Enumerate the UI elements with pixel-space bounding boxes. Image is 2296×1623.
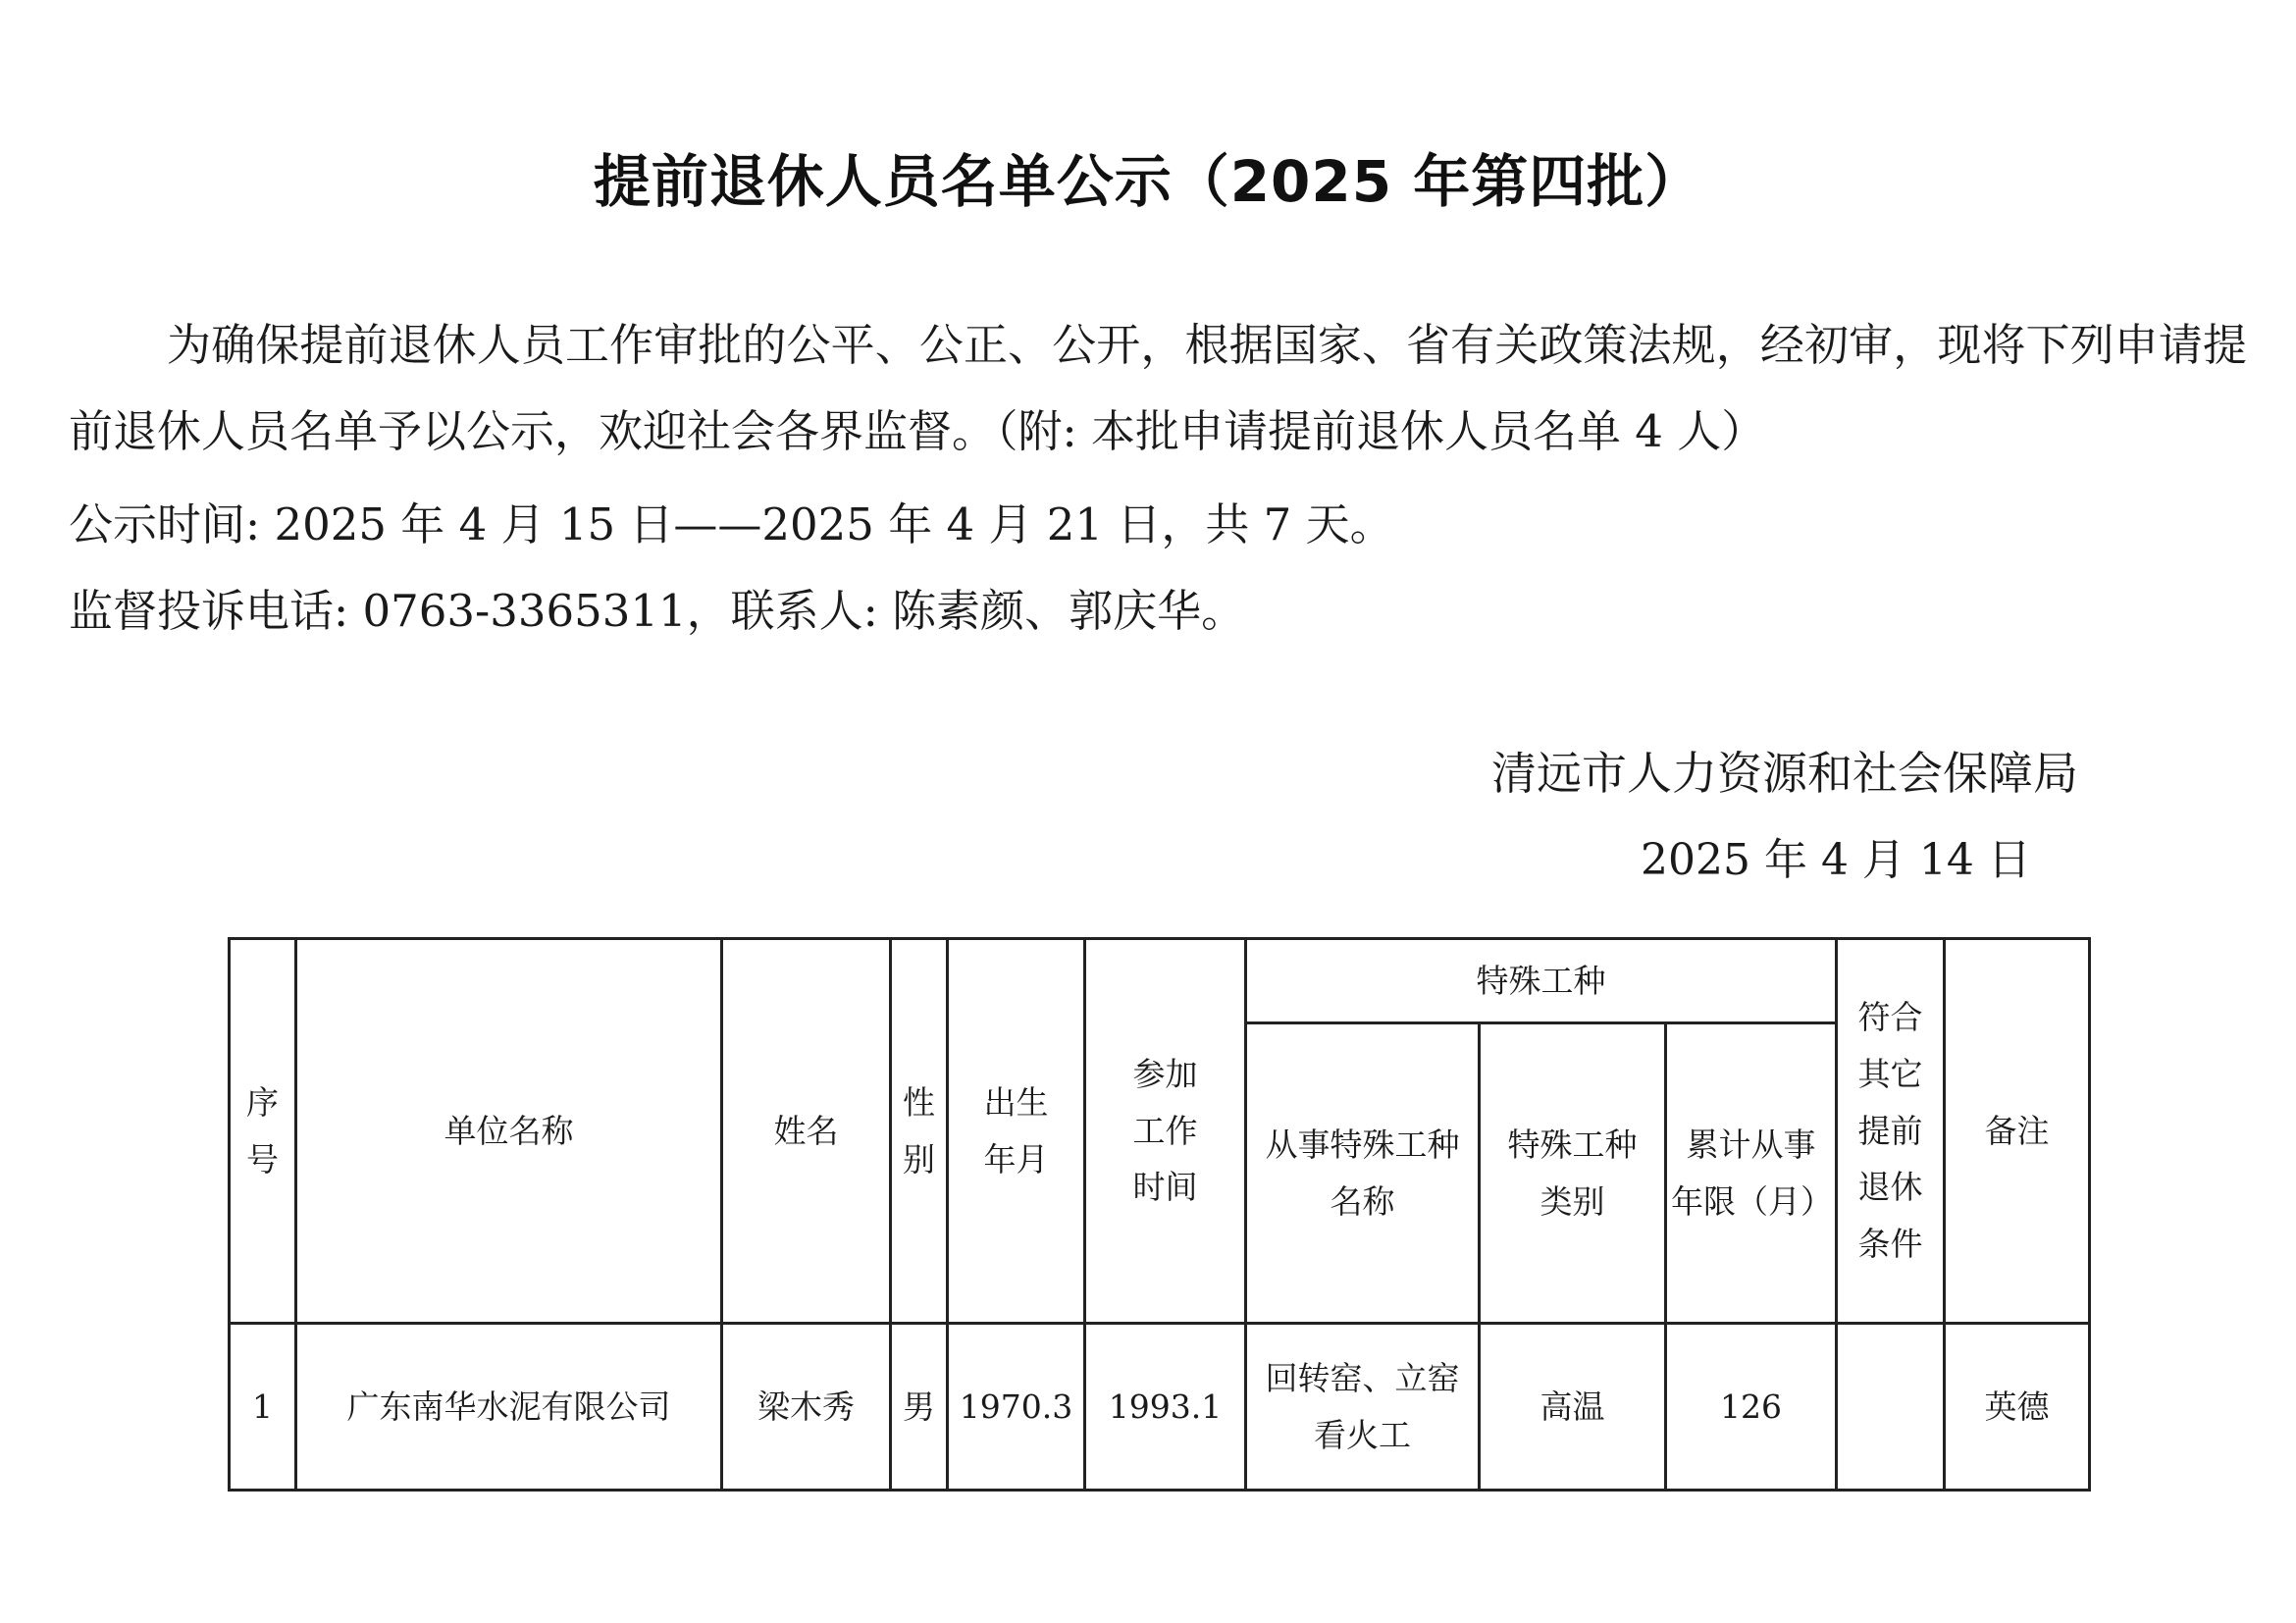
issuing-organization: 清远市人力资源和社会保障局	[1491, 747, 2078, 800]
header-unit: 单位名称	[296, 939, 722, 1324]
cell-work-start: 1993.1	[1085, 1324, 1246, 1491]
header-name: 姓名	[722, 939, 891, 1324]
header-birth: 出生 年月	[948, 939, 1085, 1324]
cell-special-name: 回转窑、立窑 看火工	[1246, 1324, 1480, 1491]
header-gender: 性 别	[891, 939, 948, 1324]
complaint-contact: 监督投诉电话: 0763-3365311，联系人: 陈素颜、郭庆华。	[69, 585, 1246, 637]
header-special-months: 累计从事 年限（月）	[1666, 1023, 1837, 1324]
cell-name: 梁木秀	[722, 1324, 891, 1491]
intro-paragraph: 为确保提前退休人员工作审批的公平、公正、公开，根据国家、省有关政策法规，经初审，现将下列申请提前退休人员名单予以公示，欢迎社会各界监督。（附: 本批申请提前退休人员名单 4 人）	[69, 319, 2247, 457]
header-special-group: 特殊工种	[1246, 939, 1837, 1023]
header-other-conditions: 符合 其它 提前 退休 条件	[1837, 939, 1945, 1324]
table-header-row	[230, 939, 2090, 1023]
page-title: 提前退休人员名单公示（2025 年第四批）	[593, 148, 1703, 215]
cell-unit: 广东南华水泥有限公司	[296, 1324, 722, 1491]
issue-date: 2025 年 4 月 14 日	[1641, 835, 2031, 885]
header-special-name: 从事特殊工种 名称	[1246, 1023, 1480, 1324]
header-special-type: 特殊工种 类别	[1480, 1023, 1666, 1324]
cell-special-type: 高温	[1480, 1324, 1666, 1491]
header-remarks: 备注	[1945, 939, 2090, 1324]
cell-birth: 1970.3	[948, 1324, 1085, 1491]
table-row	[230, 1324, 2090, 1491]
publicity-period: 公示时间: 2025 年 4 月 15 日——2025 年 4 月 21 日，共 7 天。	[69, 498, 1394, 550]
header-seq: 序 号	[230, 939, 296, 1324]
header-work-start: 参加 工作 时间	[1085, 939, 1246, 1324]
cell-remarks: 英德	[1945, 1324, 2090, 1491]
cell-seq: 1	[230, 1324, 296, 1491]
cell-gender: 男	[891, 1324, 948, 1491]
cell-other-conditions	[1837, 1324, 1945, 1491]
retirement-roster-table	[228, 937, 2091, 1492]
cell-special-months: 126	[1666, 1324, 1837, 1491]
